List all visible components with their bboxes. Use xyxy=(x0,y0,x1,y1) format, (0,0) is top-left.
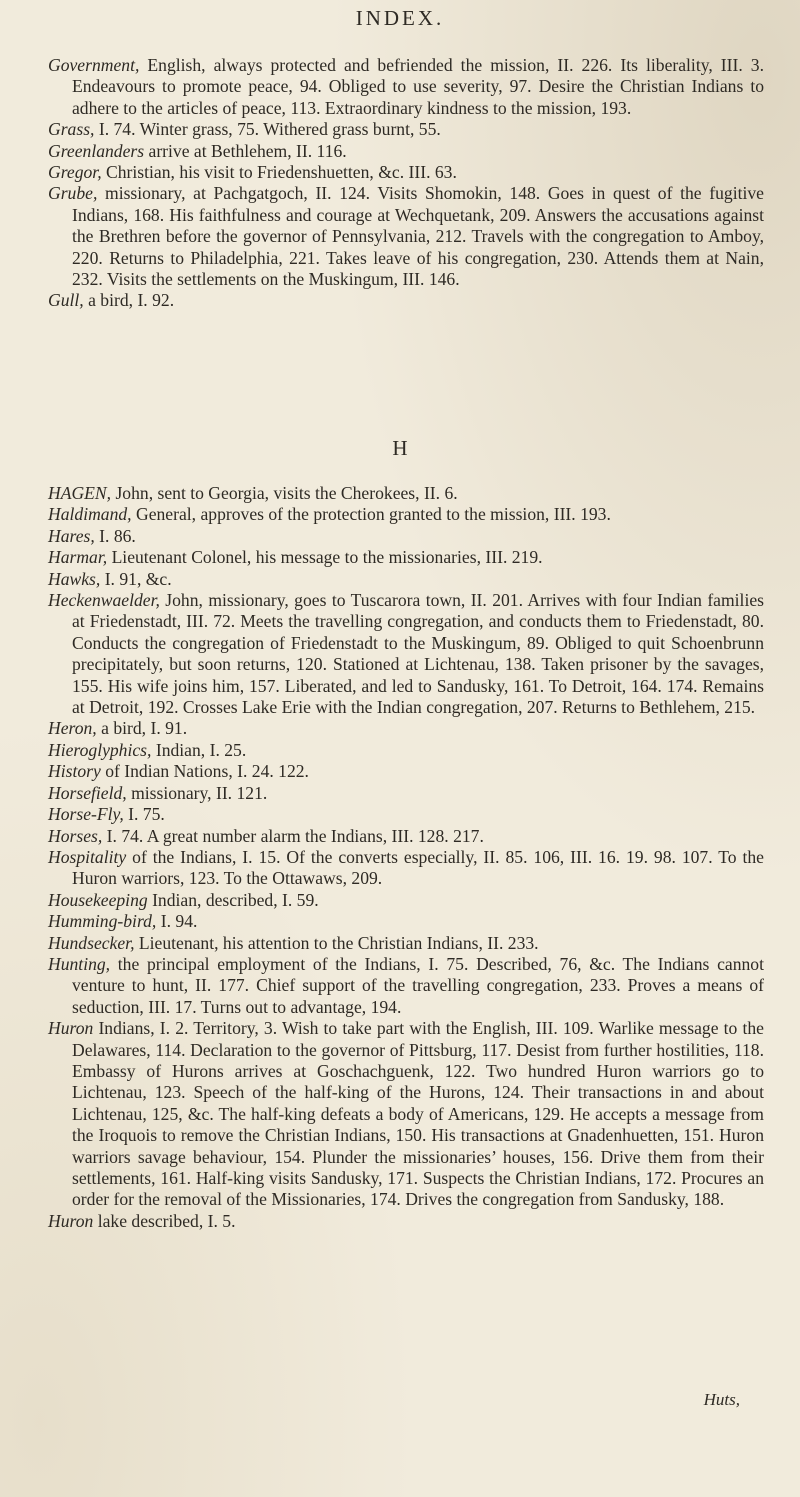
entry-text: a bird, I. 92. xyxy=(88,290,175,311)
index-entry xyxy=(48,847,764,890)
index-entry xyxy=(48,804,764,825)
index-entry xyxy=(48,783,764,804)
entry-text: a bird, I. 91. xyxy=(101,718,188,739)
index-entry xyxy=(48,504,764,525)
entry-headword: Horse-Fly, xyxy=(48,804,124,825)
entry-text: Christian, his visit to Friedenshuetten, &c. III. 63. xyxy=(106,162,457,183)
entry-headword: Hundsecker, xyxy=(48,932,135,953)
entry-headword: Government, xyxy=(48,55,140,75)
entry-text: of the Indians, I. 15. Of the converts especially, II. 85. 106, III. 16. 19. 98. 107. To the Huron warriors, 123. To the Ottawaws, 209. xyxy=(72,846,764,889)
index-entry xyxy=(48,740,764,761)
entry-text: John, sent to Georgia, visits the Cherokees, II. 6. xyxy=(115,483,458,503)
index-entry xyxy=(48,911,764,932)
index-entry xyxy=(48,761,764,782)
g-entries-block xyxy=(48,55,764,312)
index-entry xyxy=(48,183,764,290)
entry-text: I. 74. Winter grass, 75. Withered grass burnt, 55. xyxy=(98,119,441,140)
catchword: Huts, xyxy=(703,1390,740,1409)
entry-headword: History xyxy=(48,761,101,782)
index-entry xyxy=(48,483,764,504)
index-entry xyxy=(48,933,764,954)
entry-text: English, always protected and befriended the mission, II. 226. Its liberality, III. 3. Endeavours to promote peace, 94. Obliged to use severity, 97. Desire the Christian Indians to adhere to the articles of peace, 113. Extraordinary kindness to the mission, 193. xyxy=(72,55,764,118)
h-entries-block xyxy=(48,483,764,1232)
entry-headword: Hares, xyxy=(48,525,95,546)
entry-text: lake described, I. 5. xyxy=(97,1210,236,1231)
entry-headword: Grube, xyxy=(48,183,98,204)
entry-headword: Humming-bird, xyxy=(48,911,157,932)
index-entry xyxy=(48,162,764,183)
entry-headword: Gull, xyxy=(48,290,84,311)
entry-text: John, missionary, goes to Tuscarora town, II. 201. Arrives with four Indian families at Friedenstadt, III. 72. Meets the travelling congregation, and conducts them to Friedenstadt, 80. Conducts the congregation of Friedenstadt to the Muskingum, 89. Obliged to quit Schoenbrunn precipitately, but soon returns, 120. Stationed at Lichtenau, 138. Taken prisoner by the savages, 155. His wife joins him, 157. Liberated, and led to Sandusky, 161. To Detroit, 164. 174. Remains at Detroit, 192. Crosses Lake Erie with the Indian congregation, 207. Returns to Bethlehem, 215. xyxy=(72,590,764,718)
index-entry xyxy=(48,718,764,739)
entry-headword: Heckenwaelder, xyxy=(48,590,160,611)
entry-headword: Haldimand, xyxy=(48,504,132,525)
entry-headword: Hieroglyphics, xyxy=(48,739,152,760)
entry-text: I. 86. xyxy=(99,525,136,546)
entry-headword: Greenlanders xyxy=(48,140,145,161)
entry-text: Lieutenant, his attention to the Christian Indians, II. 233. xyxy=(138,932,539,953)
index-entry xyxy=(48,119,764,140)
entry-text: Indians, I. 2. Territory, 3. Wish to take part with the English, III. 109. Warlike message to the Delawares, 114. Declaration to the governor of Pittsburg, 117. Desist from further hostilities, 118. Embassy of Hurons arrives at Goschachguenk, 122. Two hundred Huron warriors go to Lichtenau, 123. Speech of the half-king of the Hurons, 124. Their transactions in and about Lichtenau, 125, &c. The half-king defeats a body of Americans, 129. He accepts a message from the Iroquois to remove the Christian Indians, 150. His transactions at Gnadenhuetten, 151. Huron warriors savage behaviour, 154. Plunder the missionaries’ houses, 156. Drive them from their settlements, 161. Half-king visits Sandusky, 171. Suspects the Christian Indians, 172. Procures an order for the removal of the Missionaries, 174. Drives the congregation from Sandusky, 188. xyxy=(72,1018,764,1210)
index-entry xyxy=(48,954,764,1018)
index-entry xyxy=(48,826,764,847)
section-letter: H xyxy=(392,436,408,460)
index-entry xyxy=(48,569,764,590)
entry-text: Indian, described, I. 59. xyxy=(152,889,319,910)
entry-text: missionary, II. 121. xyxy=(131,782,268,803)
index-entry xyxy=(48,290,764,311)
index-entry xyxy=(48,590,764,718)
entry-headword: HAGEN, xyxy=(48,483,112,503)
entry-headword: Housekeeping xyxy=(48,889,148,910)
index-entry xyxy=(48,1211,764,1232)
entry-headword: Grass, xyxy=(48,119,95,140)
entry-headword: Huron xyxy=(48,1210,94,1231)
entry-headword: Horses, xyxy=(48,825,103,846)
index-entry xyxy=(48,141,764,162)
index-entry xyxy=(48,890,764,911)
entry-headword: Hunting, xyxy=(48,953,111,974)
index-entry xyxy=(48,526,764,547)
entry-text: of Indian Nations, I. 24. 122. xyxy=(105,761,309,782)
entry-text: arrive at Bethlehem, II. 116. xyxy=(148,140,347,161)
entry-text: I. 91, &c. xyxy=(104,568,172,589)
running-header: INDEX. xyxy=(355,6,445,30)
entry-text: General, approves of the protection granted to the mission, III. 193. xyxy=(135,504,611,525)
entry-headword: Huron xyxy=(48,1018,94,1039)
entry-text: the principal employment of the Indians, I. 75. Described, 76, &c. The Indians cannot venture to hunt, II. 177. Chief support of the travelling congregation, 233. Proves a means of seduction, III. 17. Turns out to advantage, 194. xyxy=(72,953,764,1017)
index-entry xyxy=(48,547,764,568)
index-entry xyxy=(48,1018,764,1211)
entry-text: I. 94. xyxy=(160,911,198,932)
entry-text: Lieutenant Colonel, his message to the missionaries, III. 219. xyxy=(111,547,543,568)
entry-headword: Hawks, xyxy=(48,568,101,589)
entry-headword: Harmar, xyxy=(48,547,108,568)
entry-text: I. 75. xyxy=(128,804,165,825)
entry-text: missionary, at Pachgatgoch, II. 124. Visits Shomokin, 148. Goes in quest of the fugitive Indians, 168. His faithfulness and courage at Wechquetank, 209. Answers the accusations against the Brethren before the governor of Pennsylvania, 212. Travels with the congregation to Amboy, 220. Returns to Philadelphia, 221. Takes leave of his congregation, 230. Attends them at Nain, 232. Visits the settlements on the Muskingum, III. 146. xyxy=(72,183,764,290)
entry-headword: Hospitality xyxy=(48,846,127,867)
entry-text: I. 74. A great number alarm the Indians, III. 128. 217. xyxy=(106,825,484,846)
entry-headword: Horsefield, xyxy=(48,782,127,803)
index-entry xyxy=(48,55,764,119)
entry-text: Indian, I. 25. xyxy=(155,739,247,760)
entry-headword: Heron, xyxy=(48,718,97,739)
entry-headword: Gregor, xyxy=(48,162,102,183)
